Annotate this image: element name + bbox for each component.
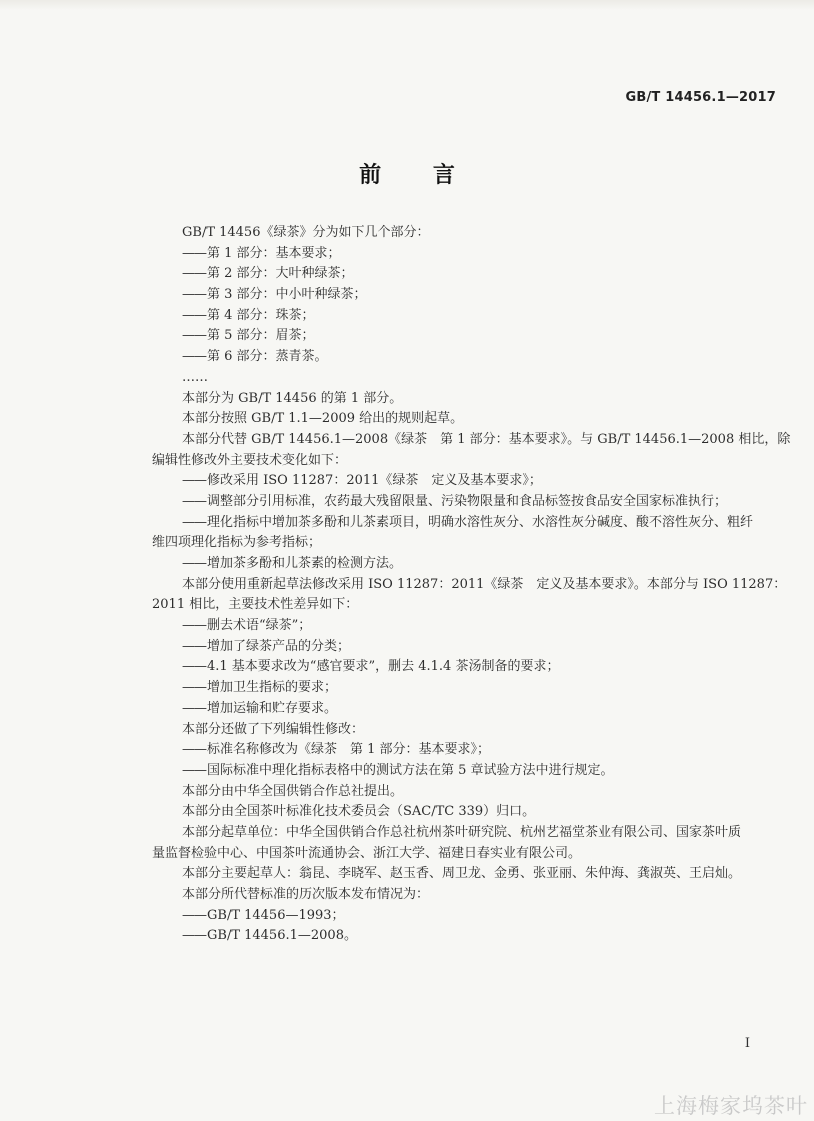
paragraph-line: 本部分主要起草人：翁昆、李晓军、赵玉香、周卫龙、金勇、张亚丽、朱仲海、龚淑英、王启灿。 <box>182 866 742 882</box>
paragraph-line: 本部分按照 GB/T 1.1—2009 给出的规则起草。 <box>182 411 464 427</box>
paragraph-line: 量监督检验中心、中国茶叶流通协会、浙江大学、福建日春实业有限公司。 <box>152 845 582 861</box>
list-item: —— 调整部分引用标准，农药最大残留限量、污染物限量和食品标签按食品安全国家标准执行； <box>152 492 782 513</box>
list-item: —— 第 6 部分：蒸青茶。 <box>152 347 782 368</box>
list-item: —— 标准名称修改为《绿茶 第 1 部分：基本要求》； <box>152 740 782 761</box>
scan-edge <box>0 0 814 10</box>
paragraph-line: 本部分由中华全国供销合作总社提出。 <box>182 783 404 799</box>
list-item: —— GB/T 14456—1993； <box>152 906 782 927</box>
paragraph-line: 本部分所代替标准的历次版本发布情况为： <box>182 887 430 902</box>
list-item: —— 增加卫生指标的要求； <box>152 678 782 699</box>
page-title: 前 言 <box>359 163 477 188</box>
list-item: —— 第 4 部分：珠茶； <box>152 306 782 327</box>
paragraph-line: 本部分代替 GB/T 14456.1—2008《绿茶 第 1 部分：基本要求》。与 GB/T 14456.1—2008 相比，除 <box>182 431 791 447</box>
standard-code: GB/T 14456.1—2017 <box>625 90 776 105</box>
list-item: —— 增加运输和贮存要求。 <box>152 699 782 720</box>
list-item: —— 增加茶多酚和儿茶素的检测方法。 <box>152 554 782 575</box>
paragraph-line: 编辑性修改外主要技术变化如下： <box>152 452 348 468</box>
paragraph-line: 本部分使用重新起草法修改采用 ISO 11287：2011《绿茶 定义及基本要求》。本部分与 ISO 11287： <box>182 576 787 592</box>
page-number: I <box>744 1036 750 1051</box>
paragraph-line: 本部分为 GB/T 14456 的第 1 部分。 <box>182 390 403 406</box>
list-item: —— 第 3 部分：中小叶种绿茶； <box>152 285 782 306</box>
list-item: —— 第 2 部分：大叶种绿茶； <box>152 264 782 285</box>
paragraph-line: …… <box>182 369 208 385</box>
foreword-body <box>152 223 791 947</box>
paragraph-line: 维四项理化指标为参考指标； <box>152 535 322 551</box>
paragraph-line: GB/T 14456《绿茶》分为如下几个部分： <box>182 225 430 240</box>
list-item: —— GB/T 14456.1—2008。 <box>152 926 782 947</box>
list-item: —— 删去术语“绿茶”； <box>152 616 782 637</box>
list-item: —— 理化指标中增加茶多酚和儿茶素项目，明确水溶性灰分、水溶性灰分碱度、酸不溶性灰分、粗纤 <box>152 513 782 534</box>
list-item: —— 国际标准中理化指标表格中的测试方法在第 5 章试验方法中进行规定。 <box>152 761 782 782</box>
watermark: 上海梅家坞茶叶 <box>654 1094 808 1118</box>
paragraph-line: 本部分起草单位：中华全国供销合作总社杭州茶叶研究院、杭州艺福堂茶业有限公司、国家茶叶质 <box>182 824 742 840</box>
list-item: —— 第 1 部分：基本要求； <box>152 244 782 265</box>
list-item: —— 4.1 基本要求改为“感官要求”，删去 4.1.4 茶汤制备的要求； <box>152 657 782 678</box>
list-item: —— 第 5 部分：眉茶； <box>152 326 782 347</box>
list-item: —— 修改采用 ISO 11287：2011《绿茶 定义及基本要求》； <box>152 471 782 492</box>
paragraph-line: 本部分还做了下列编辑性修改： <box>182 721 365 737</box>
paragraph-line: 2011 相比，主要技术性差异如下： <box>152 597 359 613</box>
paragraph-line: 本部分由全国茶叶标准化技术委员会（SAC/TC 339）归口。 <box>182 804 536 820</box>
list-item: —— 增加了绿茶产品的分类； <box>152 637 782 658</box>
